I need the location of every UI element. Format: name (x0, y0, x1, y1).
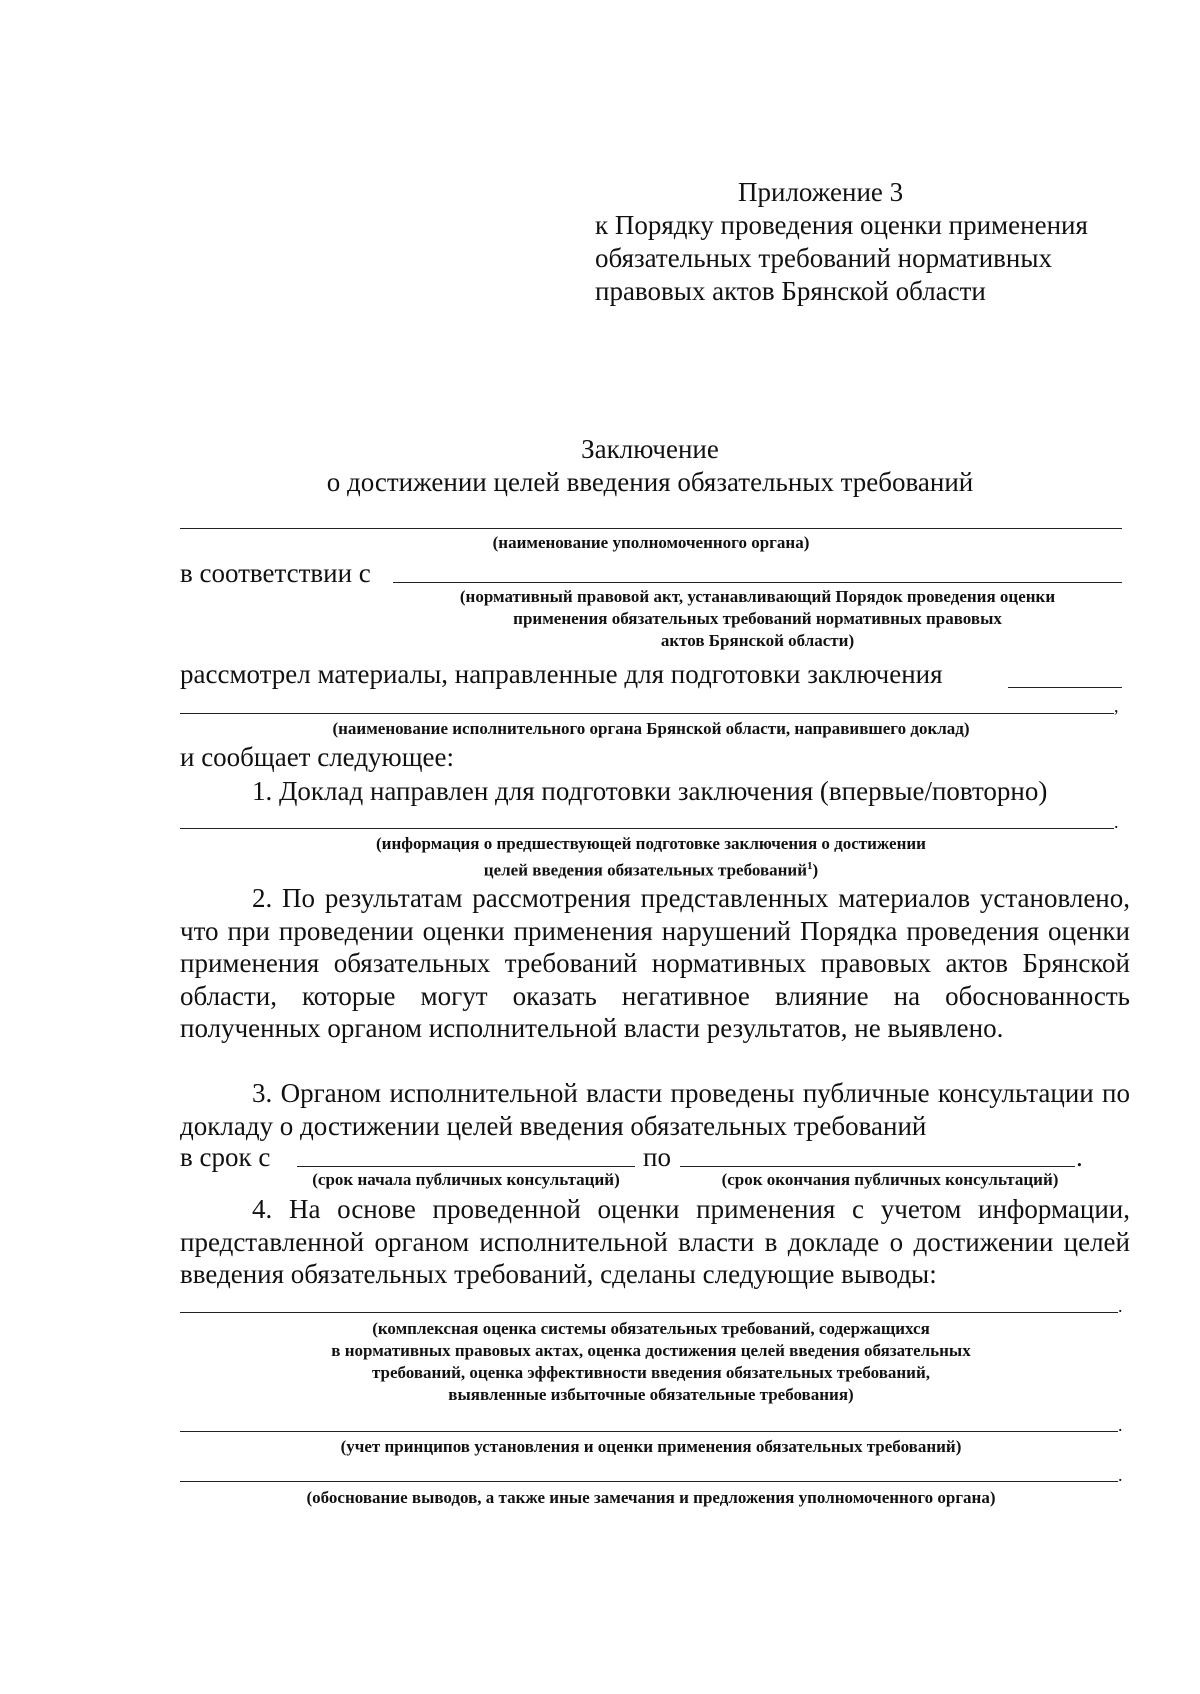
document-subtitle: о достижении целей введения обязательных требований (326, 467, 974, 497)
footnote-marker[interactable]: 1 (807, 860, 813, 872)
period-to-label: по (643, 1142, 671, 1172)
appendix-header (595, 176, 1155, 308)
justification-fill-line[interactable] (180, 1481, 1118, 1482)
assessment-caption-line-4: выявленные избыточные обязательные требования) (448, 1385, 854, 1404)
appendix-ref-line-3: правовых актов Брянской области (595, 276, 986, 306)
previous-caption (180, 833, 1122, 882)
normative-caption-line-2: применения обязательных требований нормативных правовых (513, 609, 1002, 628)
item-1-text: 1. Доклад направлен для подготовки заключения (впервые/повторно) (252, 776, 1048, 806)
appendix-number: Приложение 3 (738, 177, 904, 207)
executive-fill-line[interactable] (180, 713, 1114, 714)
document-title: Заключение (581, 434, 719, 464)
assessment-line-dot: . (1118, 1296, 1123, 1316)
authority-caption: (наименование уполномоченного органа) (492, 533, 810, 552)
normative-caption-line-1: (нормативный правовой акт, устанавливающий Порядок проведения оценки (459, 587, 1056, 606)
start-date-fill-line[interactable] (297, 1166, 635, 1167)
reviewed-fill-line-short[interactable] (1008, 687, 1122, 688)
principles-line-dot: . (1118, 1415, 1123, 1435)
executive-caption: (наименование исполнительного органа Брянской области, направившего доклад) (332, 719, 970, 738)
assessment-caption-line-1: (комплексная оценка системы обязательных требований, содержащихся (372, 1319, 930, 1338)
previous-fill-line[interactable] (180, 828, 1114, 829)
item-4-paragraph: 4. На основе проведенной оценки применения с учетом информации, представленной органом исполнительной власти в докладе о достижении целей введения обязательных требований, сделаны следующие выводы: (180, 1194, 1130, 1289)
normative-act-fill-line[interactable] (393, 582, 1122, 583)
authority-fill-line[interactable] (180, 528, 1122, 529)
appendix-ref-line-1: к Порядку проведения оценки применения (595, 210, 1088, 240)
executive-line-comma: , (1114, 696, 1119, 716)
assessment-caption (180, 1318, 1122, 1406)
in-accordance-label: в соответствии с (180, 558, 371, 588)
appendix-ref-line-2: обязательных требований нормативных (595, 243, 1052, 273)
item-1-dot: . (1114, 812, 1119, 832)
justification-caption: (обоснование выводов, а также иные замечания и предложения уполномоченного органа) (306, 1488, 996, 1507)
item-3-paragraph: 3. Органом исполнительной власти проведены публичные консультации по докладу о достижении целей введения обязательных требований (180, 1078, 1130, 1141)
normative-caption-line-3: актов Брянской области) (660, 631, 855, 650)
reports-text: и сообщает следующее: (180, 742, 454, 772)
assessment-fill-line[interactable] (180, 1312, 1118, 1313)
justification-line-dot: . (1118, 1465, 1123, 1485)
principles-fill-line[interactable] (180, 1431, 1118, 1432)
period-from-label: в срок с (180, 1142, 271, 1172)
reviewed-text: рассмотрел материалы, направленные для подготовки заключения (180, 659, 943, 689)
start-date-caption: (срок начала публичных консультаций) (312, 1170, 620, 1189)
previous-caption-line-2: целей введения обязательных требований$^1$) (483, 860, 819, 880)
end-date-caption: (срок окончания публичных консультаций) (721, 1170, 1059, 1189)
normative-act-caption (393, 586, 1122, 652)
previous-caption-line-1: (информация о предшествующей подготовке заключения о достижении (376, 834, 926, 853)
end-date-fill-line[interactable] (680, 1166, 1075, 1167)
assessment-caption-line-2: в нормативных правовых актах, оценка достижения целей введения обязательных (331, 1341, 971, 1360)
item-2-paragraph: 2. По результатам рассмотрения представленных материалов установлено, что при проведении оценки применения нарушений Порядка проведения оценки применения обязательных требований нормативных правовых актов Брянской области, которые могут оказать негативное влияние на обоснованность полученных органом исполнительной власти результатов, не выявлено. (180, 883, 1130, 1043)
assessment-caption-line-3: требований, оценка эффективности введения обязательных требований, (371, 1363, 931, 1382)
principles-caption: (учет принципов установления и оценки применения обязательных требований) (340, 1437, 962, 1456)
period-end-dot: . (1076, 1142, 1083, 1172)
